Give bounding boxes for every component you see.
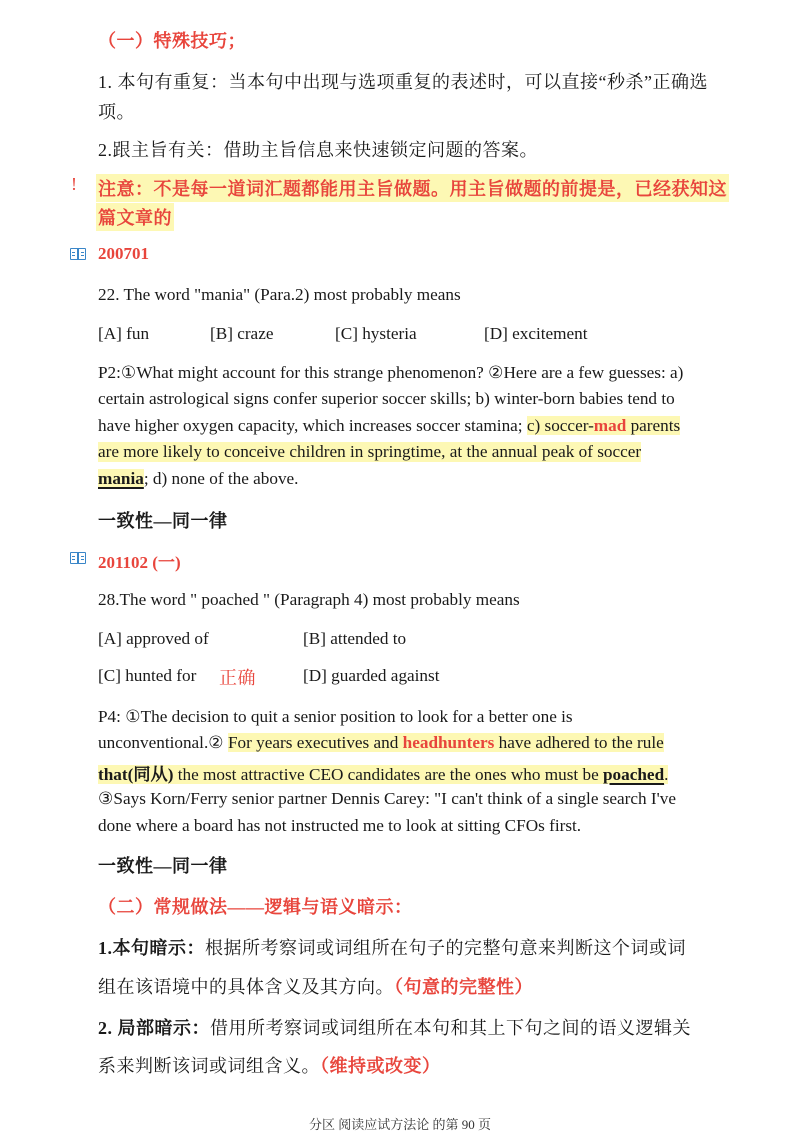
passage-line-highlighted: are more likely to conceive children in springtime, at the annual peak of soccer	[98, 442, 642, 461]
tip-2: 2.跟主旨有关：借助主旨信息来快速锁定问题的答案。	[98, 140, 538, 160]
tip-1-line-1: 1. 本句有重复：当本句中出现与选项重复的表述时，可以直接“秒杀”正确选	[98, 72, 708, 92]
option-b: [B] attended to	[303, 629, 407, 648]
passage-text: ; d) none of the above.	[143, 469, 299, 488]
option-b: [B] craze	[210, 324, 274, 343]
passage-line: P2:①What might account for this strange phenomenon? ②Here are a few guesses: a)	[98, 363, 684, 382]
highlighted-text: .	[664, 765, 669, 784]
passage-line: done where a board has not instructed me to look at sitting CFOs first.	[98, 816, 582, 835]
highlighted-text: parents	[626, 416, 681, 435]
section-title-regular-methods: （二）常规做法——逻辑与语义暗示：	[98, 897, 413, 917]
conclusion-consistency: 一致性—同一律	[98, 856, 228, 876]
exam-ref-201102: 201102 (一)	[98, 553, 181, 572]
method-2-line-1	[98, 1014, 691, 1040]
book-icon	[70, 248, 86, 260]
method-2-text-2: 系来判断该词或词组含义。	[98, 1056, 320, 1076]
passage-line	[98, 416, 680, 436]
keyword-poached: poached	[603, 765, 665, 784]
highlighted-text: have adhered to the rule	[494, 733, 664, 752]
passage-line	[98, 733, 664, 753]
passage-text: have higher oxygen capacity, which increases soccer stamina;	[98, 416, 527, 435]
option-d: [D] guarded against	[303, 666, 440, 685]
correct-mark: 正确	[219, 668, 256, 688]
keyword-mad: mad	[593, 416, 627, 435]
option-d: [D] excitement	[484, 324, 588, 343]
keyword-mania: mania	[98, 469, 144, 488]
tip-1-line-2: 项。	[98, 102, 135, 122]
method-1-line-2	[98, 973, 533, 999]
method-2-line-2	[98, 1052, 441, 1078]
option-a: [A] fun	[98, 324, 150, 343]
option-c: [C] hunted for	[98, 666, 197, 685]
highlighted-text: c) soccer-	[526, 416, 594, 435]
keyword-headhunters: headhunters	[402, 733, 495, 752]
section-title-special-techniques: （一）特殊技巧；	[98, 31, 246, 51]
passage-line: certain astrological signs confer superior soccer skills; b) winter-born babies tend to	[98, 389, 675, 408]
method-2-label: 2. 局部暗示：	[98, 1018, 210, 1038]
passage-line	[98, 469, 298, 489]
option-a: [A] approved of	[98, 629, 209, 648]
page-footer: 分区 阅读应试方法论 的第 90 页	[308, 1117, 491, 1132]
method-1-label: 1.本句暗示：	[98, 938, 205, 958]
method-1-text: 根据所考察词或词组所在句子的完整句意来判断这个词或词	[205, 938, 686, 958]
option-c: [C] hysteria	[335, 324, 417, 343]
passage-line: P4: ①The decision to quit a senior position to look for a better one is	[98, 707, 573, 726]
method-1-line-1	[98, 934, 686, 960]
method-2-tag: （维持或改变）	[320, 1056, 441, 1076]
exam-ref-200701: 200701	[98, 244, 149, 263]
passage-line	[98, 760, 668, 785]
note-line-2: 篇文章的	[96, 203, 174, 231]
highlighted-text: For years executives and	[227, 733, 403, 752]
note-line-1: 注意：不是每一道词汇题都能用主旨做题。用主旨做题的前提是，已经获知这	[96, 174, 729, 202]
method-1-tag: （句意的完整性）	[394, 977, 533, 997]
book-icon	[70, 552, 86, 564]
passage-text: unconventional.②	[98, 733, 228, 752]
question-28: 28.The word " poached " (Paragraph 4) most probably means	[98, 590, 520, 609]
highlighted-text: the most attractive CEO candidates are the ones who must be	[173, 765, 603, 784]
question-22: 22. The word "mania" (Para.2) most probably means	[98, 285, 461, 304]
conclusion-consistency: 一致性—同一律	[98, 511, 228, 531]
keyword-that: that(同从)	[98, 765, 174, 784]
warning-mark-icon: !	[71, 174, 77, 194]
passage-line: ③Says Korn/Ferry senior partner Dennis Carey: "I can't think of a single search I've	[98, 789, 676, 808]
method-2-text: 借用所考察词或词组所在本句和其上下句之间的语义逻辑关	[210, 1018, 691, 1038]
method-1-text-2: 组在该语境中的具体含义及其方向。	[98, 977, 394, 997]
